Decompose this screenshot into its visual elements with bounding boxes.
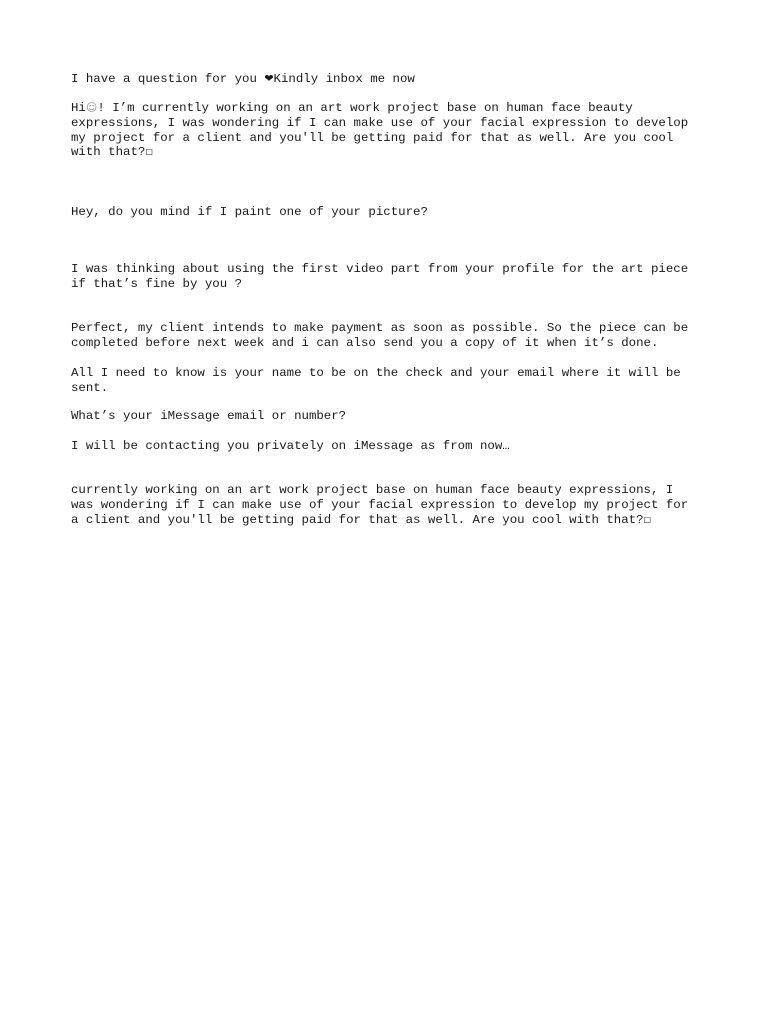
paragraph-art-request-repeat xyxy=(71,483,703,527)
paragraph-art-request-repeat-text: currently working on an art work project base on human face beauty expressions, I was wondering if I can make use of your facial expression to develop my project for a client and you'll be getting paid for that as well. Are you cool with that? xyxy=(71,483,689,527)
paragraph-video-part: I was thinking about using the first video part from your profile for the art piece if that’s fine by you ? xyxy=(71,262,689,291)
missing-glyph-box-icon: □ xyxy=(643,514,652,524)
paragraph-payment: Perfect, my client intends to make payment as soon as possible. So the piece can be completed before next week and i can also send you a copy of it when it’s done. xyxy=(71,321,689,350)
paragraph-imessage-contact: I will be contacting you privately on iMessage as from now… xyxy=(71,439,510,453)
paragraph-paint-question: Hey, do you mind if I paint one of your picture? xyxy=(71,205,428,219)
paragraph-imessage-question: What’s your iMessage email or number? xyxy=(71,409,347,423)
missing-glyph-box-icon: □ xyxy=(145,147,153,157)
paragraph-name-email: All I need to know is your name to be on the check and your email where it will be sent. xyxy=(71,366,681,395)
paragraph-question-text: I have a question for you xyxy=(71,72,265,86)
paragraph-art-request xyxy=(71,101,703,160)
paragraph-question xyxy=(71,72,703,87)
smiley-icon: ☺ xyxy=(85,101,98,114)
paragraph-art-request-greeting: Hi xyxy=(71,101,86,115)
paragraph-question-text-end: Kindly inbox me now xyxy=(273,72,415,86)
heart-icon: ❤ xyxy=(264,72,274,85)
paragraph-art-request-text: ! I’m currently working on an art work project base on human face beauty expressions, I was wondering if I can make use of your facial expression to develop my project for a client and you'll be getting paid for that as well. Are you cool with that? xyxy=(71,101,689,160)
